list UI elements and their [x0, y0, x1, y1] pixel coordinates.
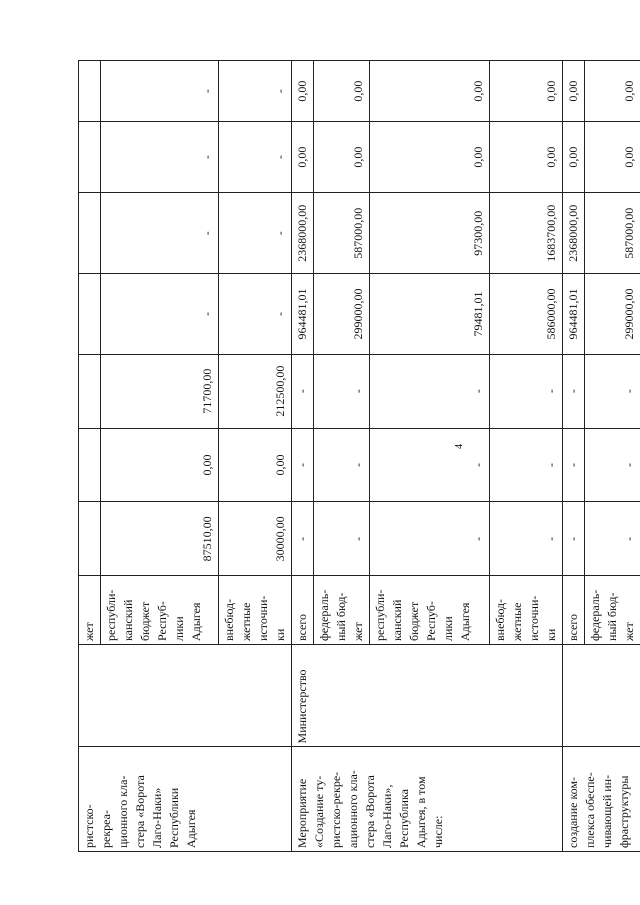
amount-cell: -: [101, 274, 219, 354]
text-line: Респуб-: [155, 601, 169, 642]
measure-name-cell: [292, 747, 563, 852]
text-line: жетные: [510, 602, 524, 642]
text-line: чивающей ин-: [600, 774, 614, 848]
text-line: ный бюд-: [605, 592, 619, 642]
table-row: [79, 61, 101, 852]
amount-cell: -: [101, 193, 219, 274]
amount-cell: -: [292, 354, 314, 428]
funding-source-cell: [563, 576, 585, 645]
funding-source-cell: [292, 576, 314, 645]
text-line: Республики: [167, 787, 181, 848]
amount-cell: 587000,00: [314, 193, 370, 274]
amount-cell: -: [585, 428, 640, 502]
text-line: источни-: [256, 595, 270, 642]
amount-cell: 0,00: [292, 122, 314, 193]
text-line: создание ком-: [566, 776, 580, 848]
executor-cell: [563, 645, 640, 747]
text-line: Мероприятие: [295, 778, 309, 848]
amount-cell: -: [292, 502, 314, 576]
amount-cell: -: [370, 428, 490, 502]
amount-cell: 964481,01: [292, 274, 314, 354]
text-line: жет: [82, 622, 96, 642]
amount-cell: 299000,00: [314, 274, 370, 354]
executor-cell: Министерство: [292, 645, 563, 747]
text-line: Лаго-Наки»: [150, 787, 164, 848]
amount-cell: 97300,00: [370, 193, 490, 274]
amount-cell: 0,00: [585, 61, 640, 122]
amount-cell: 0,00: [219, 428, 292, 502]
amount-cell: -: [101, 122, 219, 193]
amount-cell: 30000,00: [219, 502, 292, 576]
amount-cell: 586000,00: [490, 274, 563, 354]
amount-cell: 87510,00: [101, 502, 219, 576]
text-line: федераль-: [588, 589, 602, 642]
amount-cell: [79, 428, 101, 502]
text-line: Лаго-Наки»,: [380, 784, 394, 848]
text-line: источни-: [527, 595, 541, 642]
amount-cell: -: [563, 502, 585, 576]
amount-cell: -: [563, 354, 585, 428]
funding-source-cell: [79, 576, 101, 645]
amount-cell: [79, 354, 101, 428]
text-line: канский: [121, 599, 135, 642]
amount-cell: 0,00: [292, 61, 314, 122]
text-line: жетные: [239, 602, 253, 642]
text-line: Адыгея: [458, 602, 472, 642]
amount-cell: [79, 502, 101, 576]
amount-cell: -: [563, 428, 585, 502]
amount-cell: 299000,00: [585, 274, 640, 354]
table-body: [79, 61, 640, 852]
amount-cell: 0,00: [370, 61, 490, 122]
text-line: фраструктуры: [617, 775, 631, 848]
text-line: Респуб-: [424, 601, 438, 642]
amount-cell: 964481,01: [563, 274, 585, 354]
text-line: ки: [544, 628, 558, 642]
funding-source-cell: [101, 576, 219, 645]
text-line: Адыгея: [189, 602, 203, 642]
text-line: ционного кла-: [116, 775, 130, 848]
amount-cell: -: [585, 502, 640, 576]
text-line: лики: [441, 616, 455, 642]
amount-cell: -: [219, 122, 292, 193]
amount-cell: 0,00: [314, 61, 370, 122]
funding-source-cell: [370, 576, 490, 645]
amount-cell: 79481,01: [370, 274, 490, 354]
amount-cell: [79, 61, 101, 122]
amount-cell: 2368000,00: [292, 193, 314, 274]
amount-cell: 0,00: [370, 122, 490, 193]
amount-cell: [79, 274, 101, 354]
amount-cell: -: [370, 502, 490, 576]
text-line: ристско-рекре-: [329, 771, 343, 848]
amount-cell: -: [101, 61, 219, 122]
amount-cell: 2368000,00: [563, 193, 585, 274]
text-line: лики: [172, 616, 186, 642]
text-line: канский: [390, 599, 404, 642]
amount-cell: [79, 122, 101, 193]
measure-name-cell: [563, 747, 640, 852]
text-line: числе:: [431, 815, 445, 848]
text-line: ки: [273, 628, 287, 642]
amount-cell: -: [219, 274, 292, 354]
amount-cell: 1683700,00: [490, 193, 563, 274]
amount-cell: -: [490, 502, 563, 576]
text-line: бюджет: [407, 601, 421, 642]
funding-source-cell: [314, 576, 370, 645]
amount-cell: 0,00: [490, 122, 563, 193]
text-line: внебюд-: [493, 599, 507, 642]
text-line: бюджет: [138, 601, 152, 642]
amount-cell: 0,00: [563, 61, 585, 122]
amount-cell: -: [314, 428, 370, 502]
amount-cell: [79, 193, 101, 274]
text-line: всего: [295, 613, 309, 642]
amount-cell: -: [292, 428, 314, 502]
measure-name-cell: [79, 747, 292, 852]
text-line: ационного кла-: [346, 770, 360, 848]
page-number: 4: [454, 444, 465, 449]
amount-cell: -: [585, 354, 640, 428]
text-line: ный бюд-: [334, 592, 348, 642]
amount-cell: 0,00: [101, 428, 219, 502]
amount-cell: -: [314, 502, 370, 576]
text-line: жет: [351, 622, 365, 642]
amount-cell: 0,00: [490, 61, 563, 122]
budget-table: [78, 60, 640, 852]
table-row: [292, 61, 314, 852]
amount-cell: 587000,00: [585, 193, 640, 274]
amount-cell: 0,00: [585, 122, 640, 193]
funding-source-cell: [219, 576, 292, 645]
table-row: [563, 61, 585, 852]
text-line: республи-: [373, 589, 387, 642]
amount-cell: -: [219, 193, 292, 274]
executor-cell: [79, 645, 292, 747]
amount-cell: 0,00: [314, 122, 370, 193]
funding-source-cell: [490, 576, 563, 645]
amount-cell: -: [490, 428, 563, 502]
text-line: республи-: [104, 589, 118, 642]
amount-cell: 212500,00: [219, 354, 292, 428]
text-line: «Создание ту-: [312, 775, 326, 848]
amount-cell: -: [370, 354, 490, 428]
amount-cell: -: [219, 61, 292, 122]
amount-cell: -: [314, 354, 370, 428]
text-line: жет: [622, 622, 636, 642]
amount-cell: 0,00: [563, 122, 585, 193]
text-line: плекса обеспе-: [583, 772, 597, 848]
funding-source-cell: [585, 576, 640, 645]
text-line: стера «Ворота: [363, 775, 377, 848]
text-line: стера «Ворота: [133, 775, 147, 848]
rotated-page: [78, 60, 636, 852]
text-line: внебюд-: [222, 599, 236, 642]
amount-cell: 71700,00: [101, 354, 219, 428]
text-line: Адыгея: [184, 809, 198, 848]
text-line: ристско-: [82, 804, 96, 848]
text-line: федераль-: [317, 589, 331, 642]
text-line: Адыгея, в том: [414, 776, 428, 848]
text-line: рекреа-: [99, 810, 113, 848]
amount-cell: -: [490, 354, 563, 428]
text-line: всего: [566, 613, 580, 642]
text-line: Республика: [397, 789, 411, 848]
